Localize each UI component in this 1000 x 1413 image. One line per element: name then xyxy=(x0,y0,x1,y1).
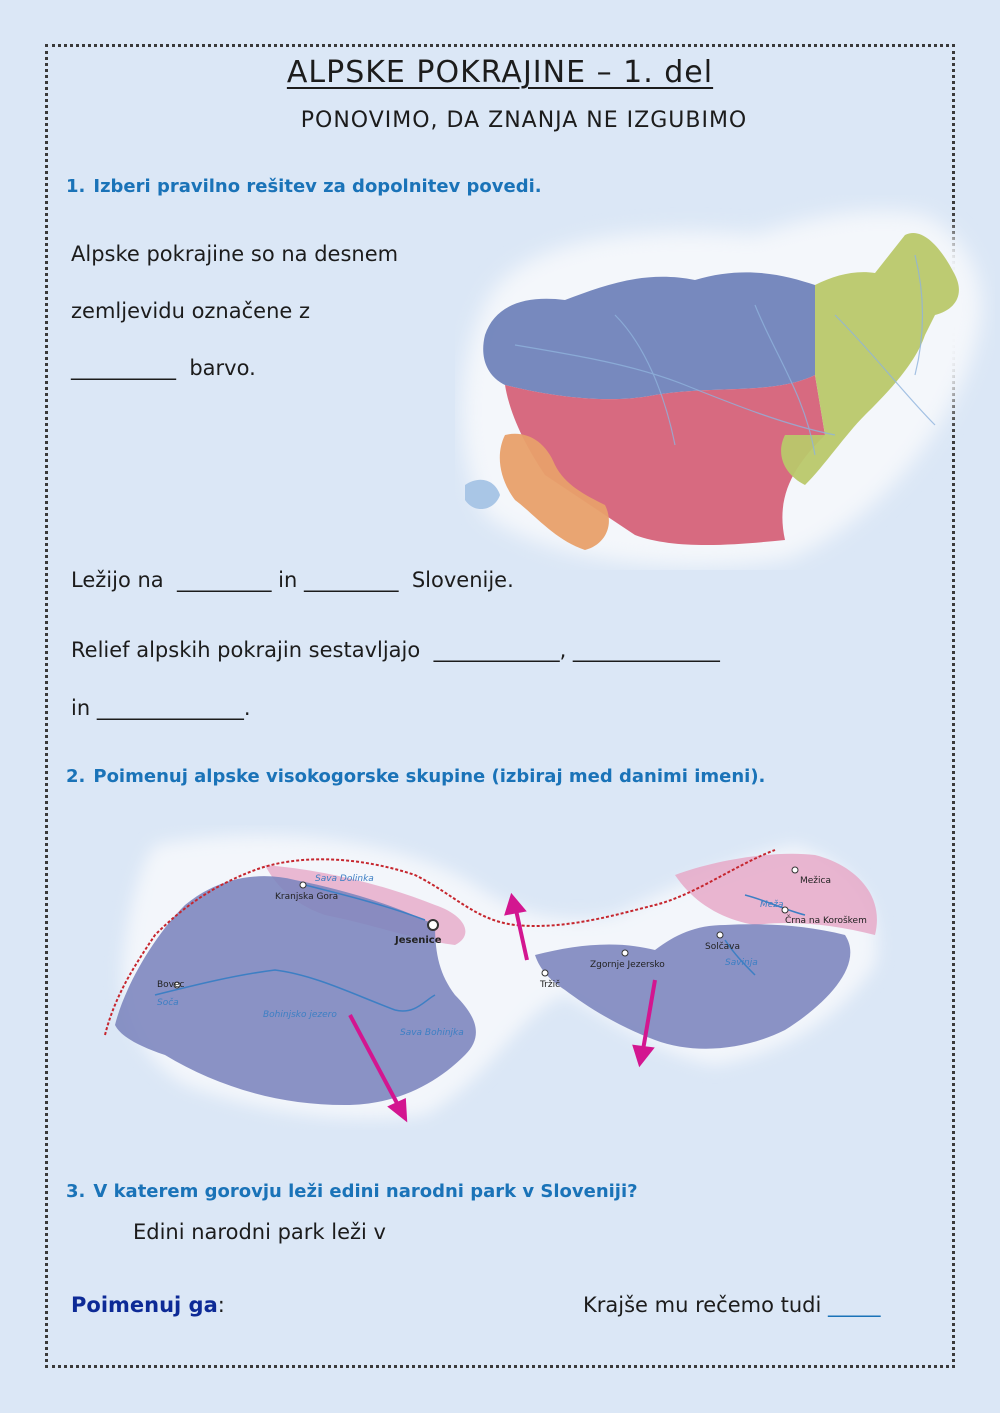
question-3-number: 3. xyxy=(66,1181,86,1202)
label-jesenice: Jesenice xyxy=(395,935,442,946)
label-mezica: Mežica xyxy=(800,876,831,886)
arrow-karavanke-head xyxy=(507,897,523,913)
label-soca: Soča xyxy=(157,998,179,1008)
label-bovec: Bovec xyxy=(157,980,185,990)
name-it-label: Poimenuj ga xyxy=(71,1293,218,1317)
town-kranjska-gora xyxy=(300,882,306,888)
slovenia-regions-map xyxy=(455,195,995,570)
page-subtitle: PONOVIMO, DA ZNANJA NE IZGUBIMO xyxy=(300,108,748,133)
question-2-number: 2. xyxy=(66,766,86,787)
question-1-number: 1. xyxy=(66,176,86,197)
question-2-prompt: Poimenuj alpske visokogorske skupine (izbiraj med danimi imeni). xyxy=(93,766,766,787)
town-solcava xyxy=(717,932,723,938)
label-sava-dolinka: Sava Dolinka xyxy=(315,874,374,884)
label-savinja: Savinja xyxy=(725,958,758,968)
town-jesenice xyxy=(428,920,438,930)
question-2 xyxy=(66,766,765,787)
arrow-kamnik-head xyxy=(635,1047,651,1063)
alpine-groups-map xyxy=(95,825,895,1130)
short-name-row[interactable] xyxy=(583,1293,881,1317)
label-bohinjsko-jezero: Bohinjsko jezero xyxy=(263,1010,337,1020)
q1-line-5[interactable]: Relief alpskih pokrajin sestavljajo ____________, ______________ xyxy=(71,638,720,662)
town-mezica xyxy=(792,867,798,873)
short-name-label: Krajše mu rečemo tudi xyxy=(583,1293,822,1317)
name-it-row[interactable] xyxy=(71,1293,225,1317)
question-1 xyxy=(66,176,542,197)
label-sava-bohinjka: Sava Bohinjka xyxy=(400,1028,464,1038)
label-crna: Črna na Koroškem xyxy=(785,916,867,926)
q3-line-1[interactable]: Edini narodni park leži v xyxy=(133,1220,386,1244)
town-zgornje-jezersko xyxy=(622,950,628,956)
label-solcava: Solčava xyxy=(705,942,741,952)
q1-line-2: zemljevidu označene z xyxy=(71,299,311,323)
label-trzic: Tržič xyxy=(540,980,561,990)
question-1-prompt: Izberi pravilno rešitev za dopolnitev povedi. xyxy=(93,176,542,197)
page-title: ALPSKE POKRAJINE – 1. del xyxy=(286,55,714,90)
q1-line-1: Alpske pokrajine so na desnem xyxy=(71,242,399,266)
name-it-colon: : xyxy=(217,1293,225,1317)
label-kranjska-gora: Kranjska Gora xyxy=(275,892,339,902)
label-zgornje-jezersko: Zgornje Jezersko xyxy=(590,960,665,970)
q1-line-6[interactable]: in ______________. xyxy=(71,696,251,720)
short-name-blank[interactable]: _____ xyxy=(828,1293,881,1317)
label-meza: Meža xyxy=(760,900,784,910)
question-3-prompt: V katerem gorovju leži edini narodni park v Sloveniji? xyxy=(93,1181,638,1202)
question-3 xyxy=(66,1181,638,1202)
q1-line-4[interactable]: Ležijo na _________ in _________ Slovenije. xyxy=(71,568,514,592)
town-trzic xyxy=(542,970,548,976)
q1-line-3[interactable]: __________ barvo. xyxy=(71,356,256,380)
